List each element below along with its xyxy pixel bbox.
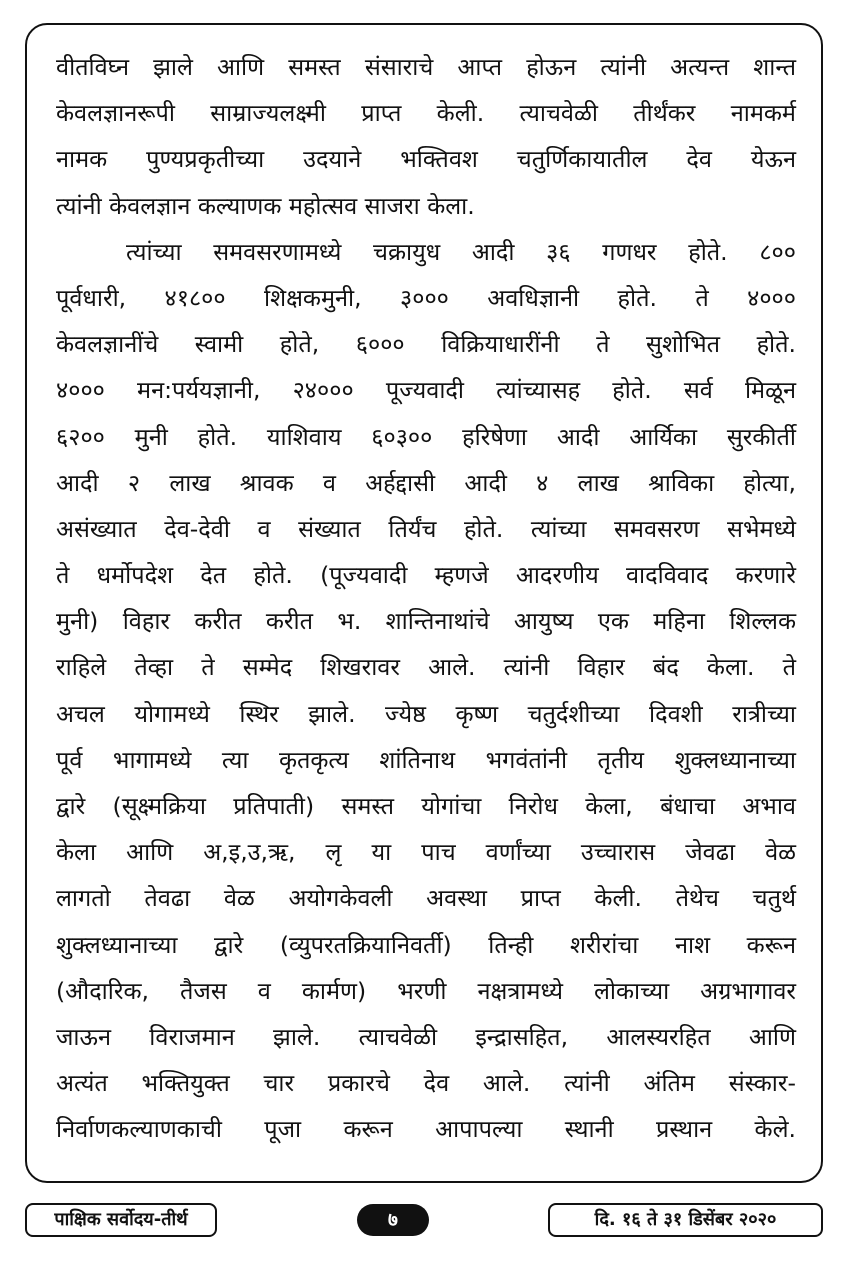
text-line: ६२०० मुनी होते. याशिवाय ६०३०० हरिषेणा आदी आर्यिका सुरकीर्ती xyxy=(56,422,796,451)
text-line: अचल योगामध्ये स्थिर झाले. ज्येष्ठ कृष्ण चतुर्दशीच्या दिवशी रात्रीच्या xyxy=(56,699,796,728)
page-number: ७ xyxy=(357,1204,429,1236)
text-line: आदी २ लाख श्रावक व अर्हद्दासी आदी ४ लाख श्राविका होत्या, xyxy=(56,468,796,497)
text-line: लागतो तेवढा वेळ अयोगकेवली अवस्था प्राप्त केली. तेथेच चतुर्थ xyxy=(56,884,796,913)
text-line: नामक पुण्यप्रकृतीच्या उदयाने भक्तिवश चतुर्णिकायातील देव येऊन xyxy=(56,145,796,174)
text-line: केला आणि अ,इ,उ,ऋ, लृ या पाच वर्णांच्या उच्चारास जेवढा वेळ xyxy=(56,838,796,867)
text-line: त्यांनी केवलज्ञान कल्याणक महोत्सव साजरा केला. xyxy=(56,191,475,220)
text-line: जाऊन विराजमान झाले. त्याचवेळी इन्द्रासहित, आलस्यरहित आणि xyxy=(56,1022,796,1051)
text-line: असंख्यात देव-देवी व संख्यात तिर्यंच होते. त्यांच्या समवसरण सभेमध्ये xyxy=(56,514,796,543)
text-line: त्यांच्या समवसरणामध्ये चक्रायुध आदी ३६ गणधर होते. ८०० xyxy=(126,237,796,266)
text-line: केवलज्ञानरूपी साम्राज्यलक्ष्मी प्राप्त केली. त्याचवेळी तीर्थंकर नामकर्म xyxy=(56,99,796,128)
body-text xyxy=(56,44,796,1153)
text-line: निर्वाणकल्याणकाची पूजा करून आपापल्या स्थानी प्रस्थान केले. xyxy=(56,1115,796,1144)
text-line: (औदारिक, तैजस व कार्मण) भरणी नक्षत्रामध्ये लोकाच्या अग्रभागावर xyxy=(56,976,796,1005)
text-line: पूर्व भागामध्ये त्या कृतकृत्य शांतिनाथ भगवंतांनी तृतीय शुक्लध्यानाच्या xyxy=(56,745,796,774)
text-line: पूर्वधारी, ४१८०० शिक्षकमुनी, ३००० अवधिज्ञानी होते. ते ४००० xyxy=(56,283,796,312)
text-line: केवलज्ञानींचे स्वामी होते, ६००० विक्रियाधारींनी ते सुशोभित होते. xyxy=(56,330,796,359)
text-line: शुक्लध्यानाच्या द्वारे (व्युपरतक्रियानिवर्ती) तिन्ही शरीरांचा नाश करून xyxy=(56,930,796,959)
issue-date: दि. १६ ते ३१ डिसेंबर २०२० xyxy=(548,1203,823,1237)
text-line: ते धर्मोपदेश देत होते. (पूज्यवादी म्हणजे आदरणीय वादविवाद करणारे xyxy=(56,561,796,590)
text-line: राहिले तेव्हा ते सम्मेद शिखरावर आले. त्यांनी विहार बंद केला. ते xyxy=(56,653,796,682)
text-line: मुनी) विहार करीत करीत भ. शान्तिनाथांचे आयुष्य एक महिना शिल्लक xyxy=(56,607,796,636)
text-line: वीतविघ्न झाले आणि समस्त संसाराचे आप्त होऊन त्यांनी अत्यन्त शान्त xyxy=(56,53,796,81)
text-line: अत्यंत भक्तियुक्त चार प्रकारचे देव आले. त्यांनी अंतिम संस्कार- xyxy=(56,1069,796,1098)
text-line: ४००० मन:पर्ययज्ञानी, २४००० पूज्यवादी त्यांच्यासह होते. सर्व मिळून xyxy=(56,376,796,405)
text-line: द्वारे (सूक्ष्मक्रिया प्रतिपाती) समस्त योगांचा निरोध केला, बंधाचा अभाव xyxy=(56,792,796,820)
publication-name: पाक्षिक सर्वोदय-तीर्थ xyxy=(25,1203,217,1237)
